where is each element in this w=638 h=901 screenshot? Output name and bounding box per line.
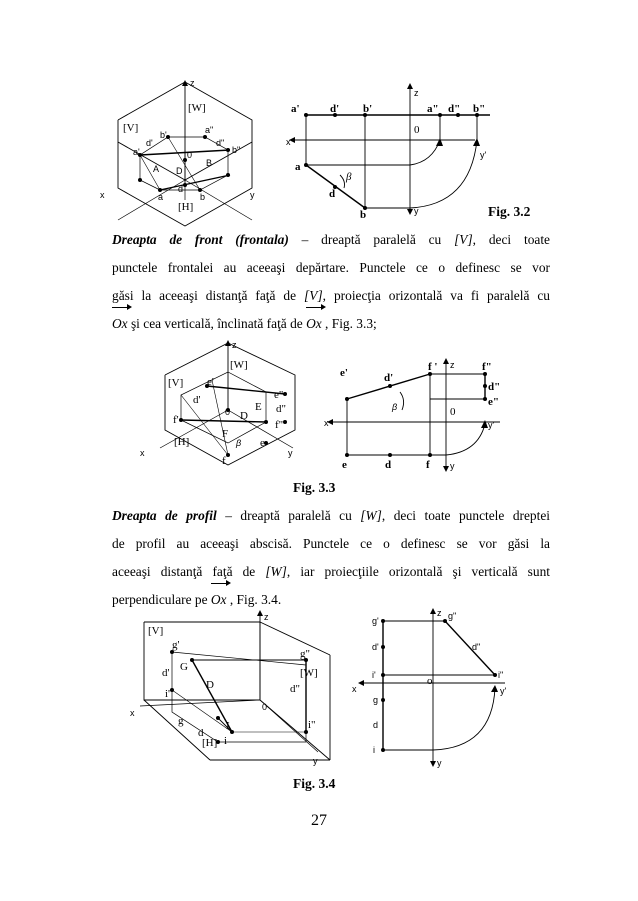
point-f2: f" — [275, 419, 284, 431]
text: găsi la aceeaşi distanţă faţă de — [112, 288, 305, 303]
plane-w: [W] — [188, 102, 206, 114]
point-d: d — [198, 727, 204, 739]
point-i: i — [224, 735, 228, 747]
point-f: f — [222, 455, 226, 467]
point-g2: g" — [300, 648, 310, 660]
angle-beta: β — [236, 438, 242, 448]
point-i1: i' — [165, 688, 171, 700]
point-e2: e" — [488, 396, 499, 408]
origin: 0 — [450, 406, 456, 418]
label-y1: y' — [480, 150, 487, 160]
origin: 0 — [414, 124, 420, 136]
label-z: z — [437, 608, 442, 618]
point-b: b — [200, 192, 206, 202]
point-G: G — [180, 661, 188, 673]
point-d1: d' — [384, 372, 394, 384]
fig-3-4-epure — [350, 605, 510, 775]
fig-3-2-epure — [285, 80, 500, 220]
fig-3-2-isometric — [95, 75, 265, 215]
label-x: x — [100, 190, 105, 200]
point-E: E — [255, 401, 262, 413]
text: – dreaptă paralelă cu — [216, 508, 361, 523]
point-d: d — [373, 720, 379, 730]
point-d1: d' — [162, 667, 170, 679]
origin: 0 — [262, 702, 268, 712]
label-z: z — [414, 88, 419, 98]
text: perpendiculare pe — [112, 592, 211, 607]
label-y: y — [250, 190, 255, 200]
point-b2: b" — [473, 103, 486, 115]
label-z: z — [190, 78, 195, 88]
label-x: x — [324, 418, 329, 428]
point-f1: f ' — [428, 361, 438, 373]
plane-ref: [V] — [304, 288, 323, 303]
plane-h: [H] — [174, 436, 190, 448]
label-y1: y' — [500, 686, 507, 696]
point-d2: d" — [488, 381, 501, 393]
text: , Fig. 3.4. — [226, 592, 282, 607]
vector-ox: Ox — [112, 310, 128, 338]
text: , deci toate — [472, 232, 550, 247]
origin: 0 — [187, 150, 193, 160]
label-x: x — [140, 448, 145, 458]
point-d1: d' — [193, 394, 201, 406]
label-z: z — [450, 360, 455, 370]
point-f: f — [426, 459, 430, 471]
label-y: y — [288, 448, 293, 458]
point-g: g — [178, 715, 184, 727]
text-line: punctele frontalei au aceeaşi depărtare. Punctele ce o definesc se vor — [112, 260, 550, 275]
point-F: F — [222, 428, 229, 440]
plane-v: [V] — [168, 377, 184, 389]
point-D: D — [240, 410, 248, 422]
plane-h: [H] — [178, 201, 194, 213]
caption-fig-3-2: Fig. 3.2 — [488, 204, 531, 219]
label-y: y — [437, 758, 442, 768]
text-line: de profil au aceeaşi abscisă. Punctele ce o definesc se vor găsi la — [112, 536, 550, 551]
point-e: e — [342, 459, 347, 471]
fig-3-4-isometric — [125, 610, 335, 770]
point-i: i — [373, 745, 375, 755]
point-d: d — [329, 188, 336, 200]
point-a: a — [295, 161, 301, 173]
plane-ref: [W] — [265, 564, 287, 579]
text: – dreaptă paralelă cu — [288, 232, 455, 247]
label-x: x — [130, 708, 135, 718]
plane-ref: [W] — [360, 508, 382, 523]
point-d2: d" — [472, 642, 481, 652]
label-y: y — [313, 756, 318, 766]
point-a2: a" — [205, 125, 214, 135]
point-i2: i" — [498, 670, 504, 680]
point-B: B — [206, 158, 213, 168]
point-b1: b' — [160, 130, 167, 140]
text: , deci toate punctele dreptei — [381, 508, 551, 523]
label-x: x — [352, 684, 357, 694]
caption-fig-3-4: Fig. 3.4 — [293, 776, 336, 791]
point-e2: e" — [274, 389, 284, 401]
point-i2: i" — [308, 719, 316, 731]
label-y1: y' — [488, 420, 495, 430]
angle-beta: β — [346, 171, 352, 183]
paragraph-profil — [112, 502, 550, 614]
plane-v: [V] — [148, 625, 164, 637]
point-a1: a' — [291, 103, 300, 115]
point-d2: d" — [216, 138, 225, 148]
point-e: e — [260, 437, 265, 449]
vector-ox: Ox — [306, 310, 322, 338]
plane-ref: [V] — [454, 232, 473, 247]
point-e1: e' — [207, 376, 214, 388]
point-b1: b' — [363, 103, 373, 115]
point-D: D — [206, 679, 214, 691]
point-g1: g' — [172, 639, 180, 651]
label-x: x — [286, 137, 291, 147]
label-z: z — [264, 612, 269, 622]
point-a1: a' — [133, 147, 140, 157]
plane-h: [H] — [202, 737, 218, 749]
label-z: z — [232, 340, 237, 350]
point-i1: i' — [372, 670, 376, 680]
text: , Fig. 3.3; — [321, 316, 377, 331]
origin: 0 — [225, 407, 231, 417]
point-g: g — [373, 695, 379, 705]
point-d1: d' — [146, 138, 153, 148]
point-d2: d" — [290, 683, 300, 695]
point-d: d — [178, 184, 184, 194]
point-d1: d' — [330, 103, 340, 115]
point-d: d — [385, 459, 392, 471]
point-d1: d' — [372, 642, 379, 652]
paragraph-frontala — [112, 226, 550, 338]
point-I: I — [226, 720, 230, 732]
point-b2: b" — [232, 145, 241, 155]
plane-v: [V] — [123, 122, 139, 134]
fig-3-3-epure — [320, 355, 510, 475]
point-f1: f' — [173, 414, 179, 426]
origin: o — [427, 675, 433, 687]
point-A: A — [153, 164, 160, 174]
label-y: y — [450, 461, 455, 471]
point-d2: d" — [276, 403, 286, 415]
point-a2: a" — [427, 103, 439, 115]
label-y: y — [414, 206, 419, 216]
point-D: D — [176, 166, 183, 176]
point-d2: d" — [448, 103, 461, 115]
vector-ox: Ox — [211, 586, 227, 614]
text: aceeaşi distanţă faţă de — [112, 564, 266, 579]
text: şi cea verticală, înclinată faţă de — [127, 316, 307, 331]
point-e1: e' — [340, 367, 348, 379]
caption-fig-3-3: Fig. 3.3 — [293, 480, 336, 495]
text: , proiecţia orizontală va fi paralelă cu — [322, 288, 551, 303]
point-f2: f" — [482, 361, 492, 373]
plane-w: [W] — [230, 359, 248, 371]
point-g1: g' — [372, 616, 379, 626]
point-g2: g" — [448, 611, 457, 621]
fig-3-3-isometric — [135, 335, 315, 475]
text: , iar proiecţiile orizontală şi verticală sunt — [286, 564, 550, 579]
angle-beta: β — [392, 402, 398, 412]
point-a: a — [158, 192, 164, 202]
page-number: 27 — [311, 812, 327, 829]
point-b: b — [360, 209, 367, 221]
term-frontala: Dreapta de front (frontala) — [112, 232, 289, 247]
plane-w: [W] — [300, 667, 318, 679]
term-profil: Dreapta de profil — [112, 508, 217, 523]
